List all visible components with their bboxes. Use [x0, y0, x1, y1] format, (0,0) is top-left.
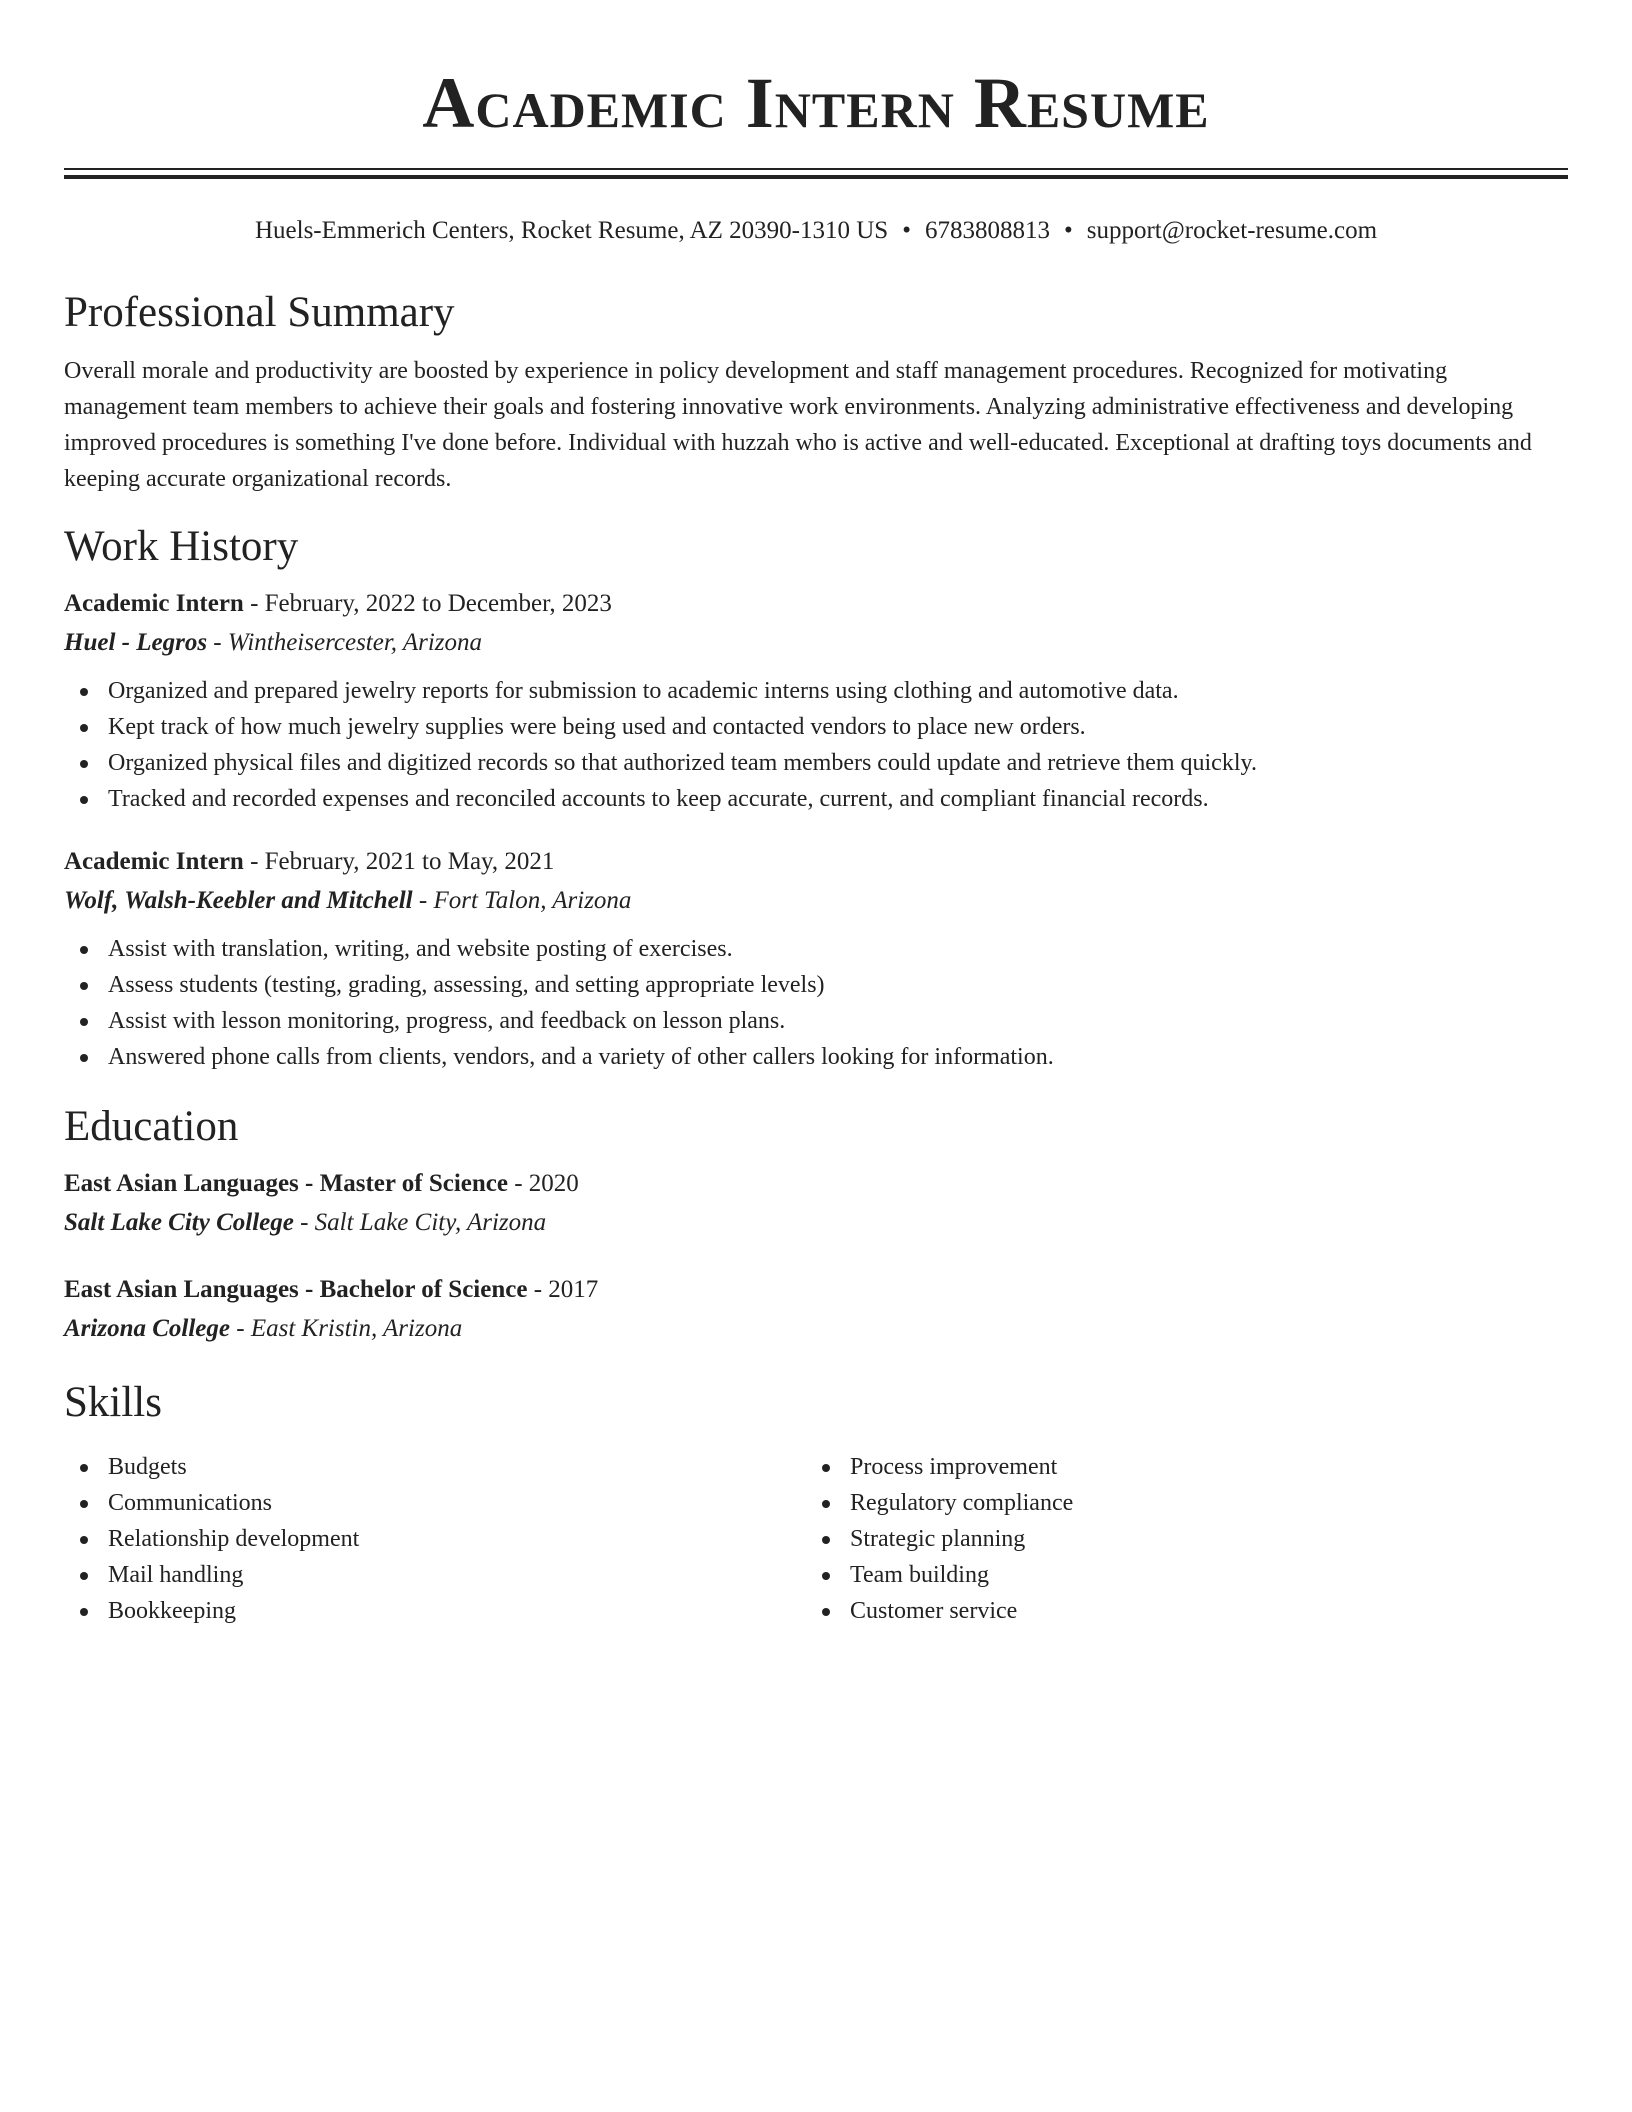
job-location: - Fort Talon, Arizona	[412, 887, 632, 914]
school: Arizona College	[64, 1315, 230, 1342]
summary-text: Overall morale and productivity are boosted by experience in policy development and staff management procedures. Recognized for motivating management team members to achieve their goals and fostering innovative work environments. Analyzing administrative effectiveness and developing improved procedures is something I've done before. Individual with huzzah who is active and well-educated. Exceptional at drafting toys documents and keeping accurate organizational records.	[64, 358, 1532, 492]
list-item: Assist with lesson monitoring, progress, and feedback on lesson plans.	[64, 1003, 1568, 1039]
skill-item: Relationship development	[64, 1521, 806, 1557]
degree-line	[64, 1165, 1568, 1203]
job-entry	[64, 843, 1568, 1075]
skills-column-right	[806, 1449, 1548, 1629]
contact-address: Huels-Emmerich Centers, Rocket Resume, AZ 20390-1310 US	[254, 217, 889, 244]
skills-column-left	[64, 1449, 806, 1629]
education-entry	[64, 1165, 1568, 1243]
skill-item: Mail handling	[64, 1557, 806, 1593]
school-location: - Salt Lake City, Arizona	[293, 1209, 547, 1236]
title-rule-thin	[64, 168, 1568, 170]
degree: East Asian Languages - Bachelor of Science	[64, 1276, 528, 1303]
job-bullets	[64, 931, 1568, 1075]
school: Salt Lake City College	[64, 1209, 294, 1236]
title-rule-thick	[64, 175, 1568, 179]
list-item: Organized physical files and digitized records so that authorized team members could update and retrieve them quickly.	[64, 745, 1568, 781]
job-title: Academic Intern	[64, 590, 244, 617]
list-item: Organized and prepared jewelry reports for submission to academic interns using clothing and automotive data.	[64, 673, 1568, 709]
skill-item: Process improvement	[806, 1449, 1548, 1485]
degree: East Asian Languages - Master of Science	[64, 1170, 508, 1197]
job-title-line	[64, 843, 1568, 881]
job-location: - Wintheisercester, Arizona	[207, 629, 483, 656]
contact-phone: 6783808813	[924, 217, 1050, 244]
school-line	[64, 1309, 1568, 1349]
job-dates: - February, 2022 to December, 2023	[243, 590, 612, 617]
skills-heading: Skills	[64, 1379, 162, 1426]
school-line	[64, 1203, 1568, 1243]
skills-list	[64, 1439, 1568, 1629]
degree-year: - 2017	[527, 1276, 599, 1303]
summary-heading: Professional Summary	[64, 289, 455, 336]
job-title: Academic Intern	[64, 848, 244, 875]
skill-item: Strategic planning	[806, 1521, 1548, 1557]
job-company: Wolf, Walsh-Keebler and Mitchell	[64, 887, 413, 914]
skill-item: Regulatory compliance	[806, 1485, 1548, 1521]
contact-separator: •	[902, 217, 911, 244]
skill-item: Team building	[806, 1557, 1548, 1593]
resume-page	[64, 0, 1568, 1629]
work-history-heading: Work History	[64, 523, 299, 570]
list-item: Answered phone calls from clients, vendors, and a variety of other callers looking for information.	[64, 1039, 1568, 1075]
job-company-line	[64, 881, 1568, 921]
list-item: Kept track of how much jewelry supplies were being used and contacted vendors to place new orders.	[64, 709, 1568, 745]
skill-item: Communications	[64, 1485, 806, 1521]
job-entry	[64, 585, 1568, 817]
contact-line	[64, 215, 1568, 247]
contact-email: support@rocket-resume.com	[1086, 217, 1378, 244]
job-company: Huel - Legros	[64, 629, 208, 656]
skill-item: Budgets	[64, 1449, 806, 1485]
contact-separator: •	[1063, 217, 1073, 244]
job-title-line	[64, 585, 1568, 623]
resume-title: Academic Intern Resume	[422, 63, 1210, 143]
degree-line	[64, 1271, 1568, 1309]
list-item: Tracked and recorded expenses and reconciled accounts to keep accurate, current, and compliant financial records.	[64, 781, 1568, 817]
job-company-line	[64, 623, 1568, 663]
job-bullets	[64, 673, 1568, 817]
skill-item: Bookkeeping	[64, 1593, 806, 1629]
list-item: Assess students (testing, grading, assessing, and setting appropriate levels)	[64, 967, 1568, 1003]
school-location: - East Kristin, Arizona	[230, 1315, 463, 1342]
job-dates: - February, 2021 to May, 2021	[243, 848, 555, 875]
skill-item: Customer service	[806, 1593, 1548, 1629]
list-item: Assist with translation, writing, and website posting of exercises.	[64, 931, 1568, 967]
degree-year: - 2020	[507, 1170, 579, 1197]
education-entry	[64, 1271, 1568, 1349]
education-heading: Education	[64, 1103, 239, 1150]
